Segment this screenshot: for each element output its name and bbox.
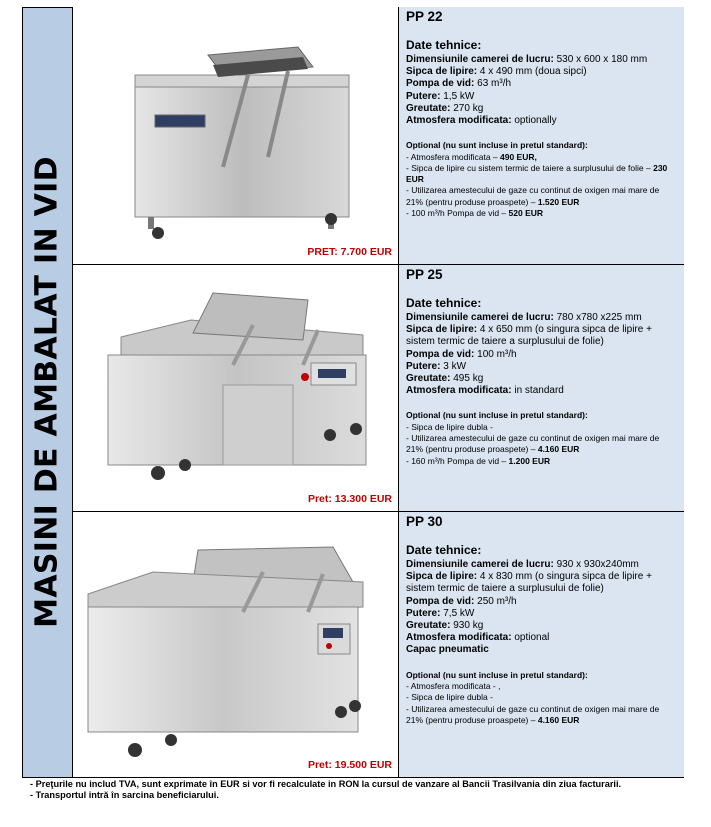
optional-item: - 160 m³/h Pompa de vid – 1.200 EUR xyxy=(406,455,551,466)
spec-line: Putere: 1,5 kW xyxy=(406,90,475,102)
product-image-cell xyxy=(73,512,399,778)
spec-line: Capac pneumatic xyxy=(406,644,489,656)
spec-line: sistem termic de taiere a surplusului de folie) xyxy=(406,583,604,595)
spec-cell xyxy=(399,7,684,265)
optional-item: - 100 m³/h Pompa de vid – 520 EUR xyxy=(406,208,544,218)
spec-line: Dimensiunile camerei de lucru: 780 x780 x225 mm xyxy=(406,312,642,323)
footer-notes xyxy=(30,779,690,800)
footer-note: - Transportul intră în sarcina beneficiarului. xyxy=(30,789,219,800)
side-title-text: MASINI DE AMBALAT IN VID xyxy=(29,156,65,628)
spec-line: Pompa de vid: 250 m³/h xyxy=(406,595,517,607)
optional-item: - Atmosfera modificata – 490 EUR, xyxy=(406,151,537,162)
price-label: Pret: 19.500 EUR xyxy=(307,759,392,771)
optional-block xyxy=(406,410,678,466)
optional-title: Optional (nu sunt incluse in pretul standard): xyxy=(406,140,588,151)
optional-item: - Sipca de lipire cu sistem termic de taiere a surplusului de folie – 230 EUR xyxy=(406,162,668,185)
vacuum-machine-pp25-image xyxy=(73,265,399,512)
model-title: PP 30 xyxy=(406,514,443,529)
optional-item: - Utilizarea amestecului de gaze cu continut de oxigen mai mare de 21% (pentru produse proaspete) – 1.520 EUR xyxy=(406,185,660,207)
spec-line: Atmosfera modificata: optionally xyxy=(406,115,557,127)
product-row-pp25 xyxy=(73,265,684,512)
spec-line: Sipca de lipire: 4 x 490 mm (doua sipci) xyxy=(406,66,587,78)
optional-item: - Atmosfera modificata - , xyxy=(406,680,501,691)
optional-item: - Sipca de lipire dubla - xyxy=(406,421,493,432)
product-row-pp30 xyxy=(73,512,684,778)
product-row-pp22 xyxy=(73,7,684,265)
optional-title: Optional (nu sunt incluse in pretul standard): xyxy=(406,669,588,680)
optional-item: - Utilizarea amestecului de gaze cu continut de oxigen mai mare de 21% (pentru produse proaspete) – 4.160 EUR xyxy=(406,433,660,455)
vacuum-machine-pp22-image xyxy=(73,7,399,265)
optional-block xyxy=(406,670,678,726)
tech-heading: Date tehnice: xyxy=(406,38,482,52)
vacuum-machine-pp30-image xyxy=(73,512,399,778)
spec-line: Pompa de vid: 100 m³/h xyxy=(406,348,517,360)
optional-block xyxy=(406,140,678,219)
spec-line: Greutate: 930 kg xyxy=(406,620,484,632)
spec-cell xyxy=(399,265,684,512)
spec-line: sistem termic de taiere a surplusului de folie) xyxy=(406,336,604,348)
spec-cell xyxy=(399,512,684,778)
spec-line: Putere: 7,5 kW xyxy=(406,607,475,619)
optional-item: - Utilizarea amestecului de gaze cu continut de oxigen mai mare de 21% (pentru produse proaspete) – 4.160 EUR xyxy=(406,703,660,725)
spec-line: Atmosfera modificata: optional xyxy=(406,632,550,644)
tech-heading: Date tehnice: xyxy=(406,543,482,557)
price-label: PRET: 7.700 EUR xyxy=(307,246,392,258)
tech-heading: Date tehnice: xyxy=(406,296,482,310)
model-title: PP 25 xyxy=(406,267,443,282)
spec-line: Greutate: 270 kg xyxy=(406,102,484,114)
spec-line: Sipca de lipire: 4 x 830 mm (o singura sipca de lipire + xyxy=(406,571,652,583)
spec-line: Putere: 3 kW xyxy=(406,360,467,372)
optional-item: - Sipca de lipire dubla - xyxy=(406,692,493,703)
product-image-cell xyxy=(73,265,399,512)
spec-line: Atmosfera modificata: in standard xyxy=(406,385,564,397)
price-label: Pret: 13.300 EUR xyxy=(307,493,392,505)
spec-line: Dimensiunile camerei de lucru: 930 x 930x240mm xyxy=(406,559,639,570)
model-title: PP 22 xyxy=(406,9,443,24)
optional-title: Optional (nu sunt incluse in pretul standard): xyxy=(406,410,588,421)
product-image-cell xyxy=(73,7,399,265)
spec-line: Pompa de vid: 63 m³/h xyxy=(406,78,512,90)
spec-line: Dimensiunile camerei de lucru: 530 x 600 x 180 mm xyxy=(406,54,648,65)
spec-line: Greutate: 495 kg xyxy=(406,373,484,385)
footer-note: - Preţurile nu includ TVA, sunt exprimate în EUR si vor fi recalculate in RON la cursul de vanzare al Bancii Trasilvania din ziua facturarii. xyxy=(30,779,622,789)
spec-line: Sipca de lipire: 4 x 650 mm (o singura sipca de lipire + xyxy=(406,324,652,336)
